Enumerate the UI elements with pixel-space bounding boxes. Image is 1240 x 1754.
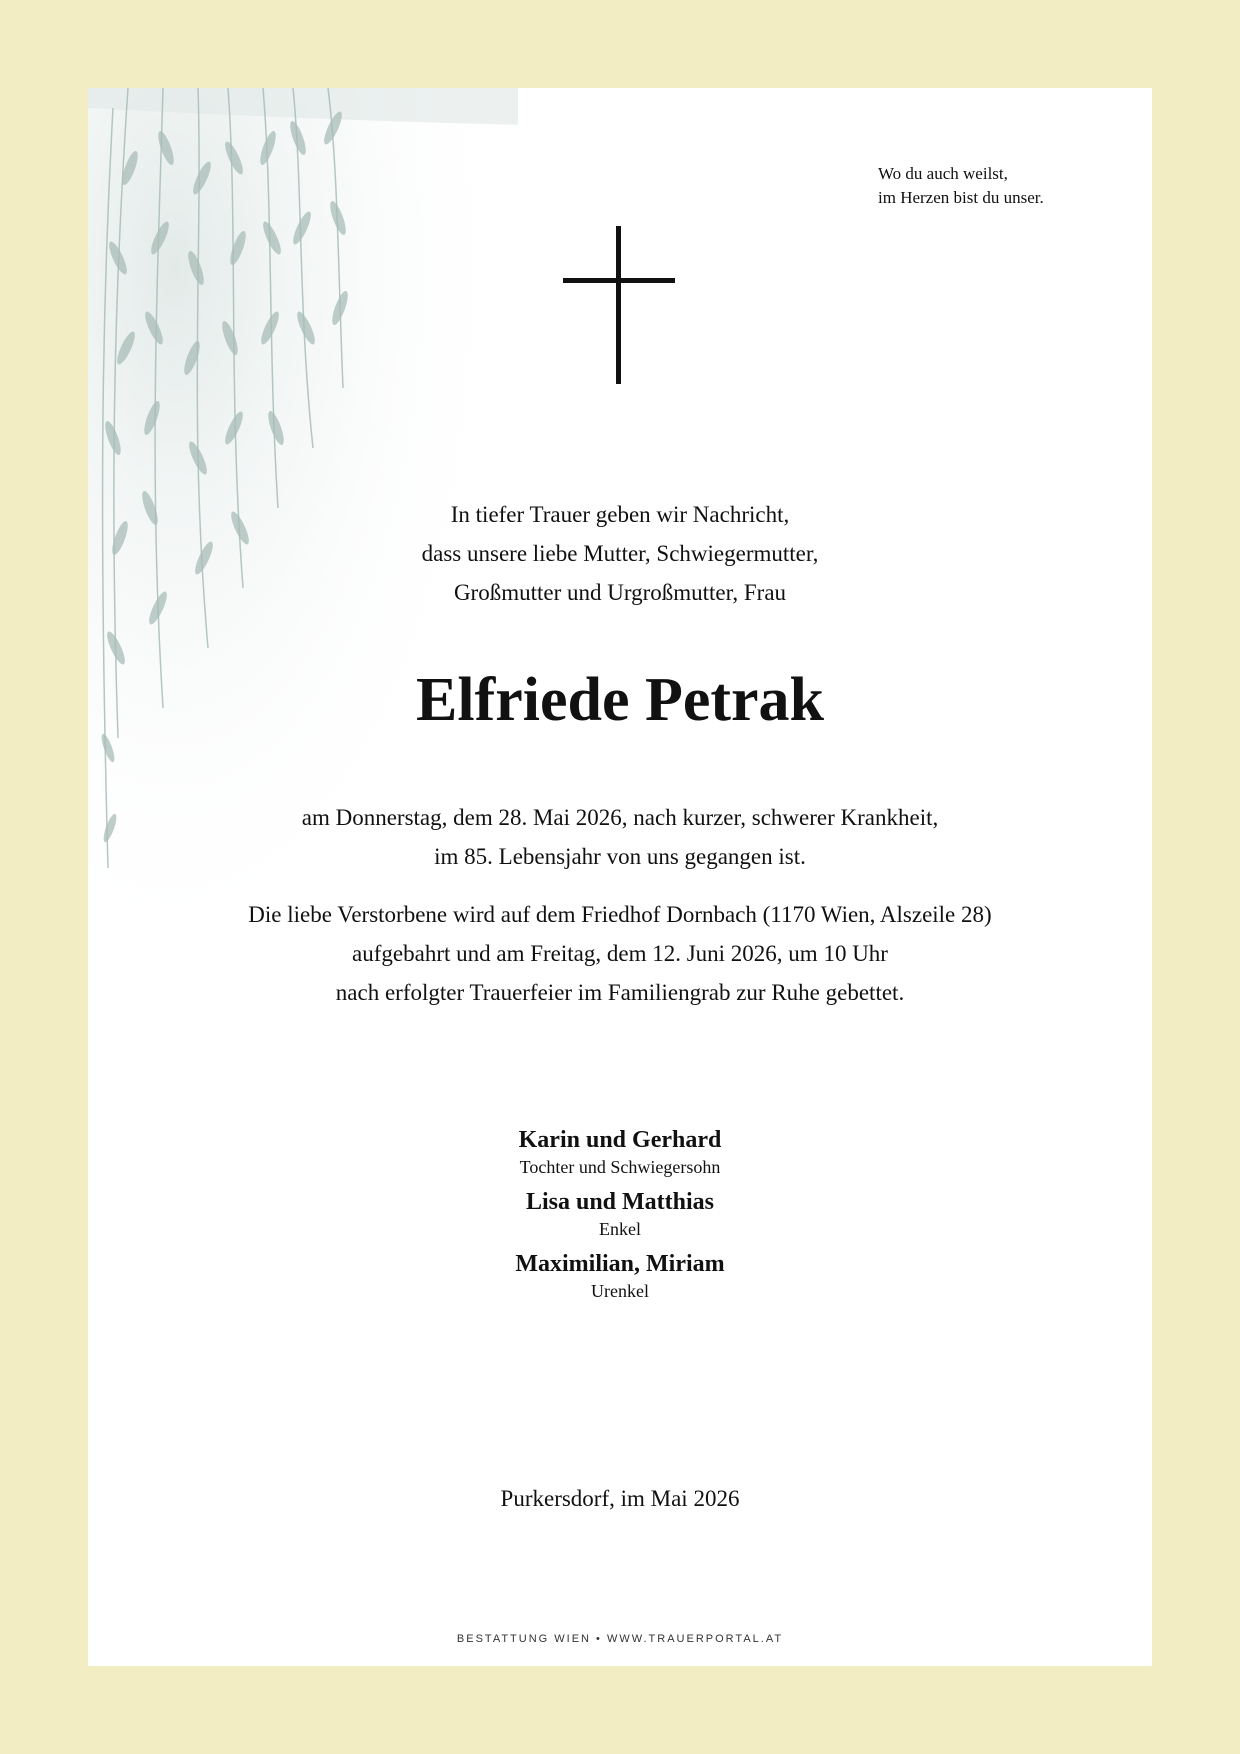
latin-cross-icon	[563, 226, 675, 384]
mourners-list	[88, 1125, 1152, 1311]
cross-vertical-bar	[616, 226, 621, 384]
funeral-info-line: aufgebahrt und am Freitag, dem 12. Juni 2026, um 10 Uhr	[352, 941, 888, 966]
place-date: Purkersdorf, im Mai 2026	[500, 1486, 740, 1511]
intro-line: dass unsere liebe Mutter, Schwiegermutter,	[421, 541, 819, 566]
funeral-info-line: nach erfolgter Trauerfeier im Familiengrab zur Ruhe gebettet.	[335, 980, 905, 1005]
motto-quote	[878, 162, 1044, 210]
motto-line: im Herzen bist du unser.	[878, 188, 1044, 207]
mourner-name: Lisa und Matthias	[525, 1189, 715, 1215]
death-notice	[88, 798, 1152, 876]
mourner-relation: Urenkel	[591, 1281, 649, 1301]
intro-text	[88, 495, 1152, 612]
death-notice-line: am Donnerstag, dem 28. Mai 2026, nach kurzer, schwerer Krankheit,	[301, 805, 939, 830]
intro-line: In tiefer Trauer geben wir Nachricht,	[450, 502, 790, 527]
intro-line: Großmutter und Urgroßmutter, Frau	[453, 580, 787, 605]
obituary-card	[88, 88, 1152, 1666]
deceased-name: Elfriede Petrak	[415, 666, 825, 734]
footer-credit: BESTATTUNG WIEN • WWW.TRAUERPORTAL.AT	[456, 1633, 784, 1645]
funeral-info-line: Die liebe Verstorbene wird auf dem Friedhof Dornbach (1170 Wien, Alszeile 28)	[248, 902, 992, 927]
mourner-name: Maximilian, Miriam	[515, 1251, 725, 1277]
mourner-name: Karin und Gerhard	[518, 1127, 722, 1153]
death-notice-line: im 85. Lebensjahr von uns gegangen ist.	[434, 844, 806, 869]
motto-line: Wo du auch weilst,	[878, 164, 1008, 183]
cross-horizontal-bar	[563, 278, 675, 283]
mourner-relation: Enkel	[599, 1219, 641, 1239]
mourner-relation: Tochter und Schwiegersohn	[519, 1157, 721, 1177]
funeral-info	[88, 895, 1152, 1012]
